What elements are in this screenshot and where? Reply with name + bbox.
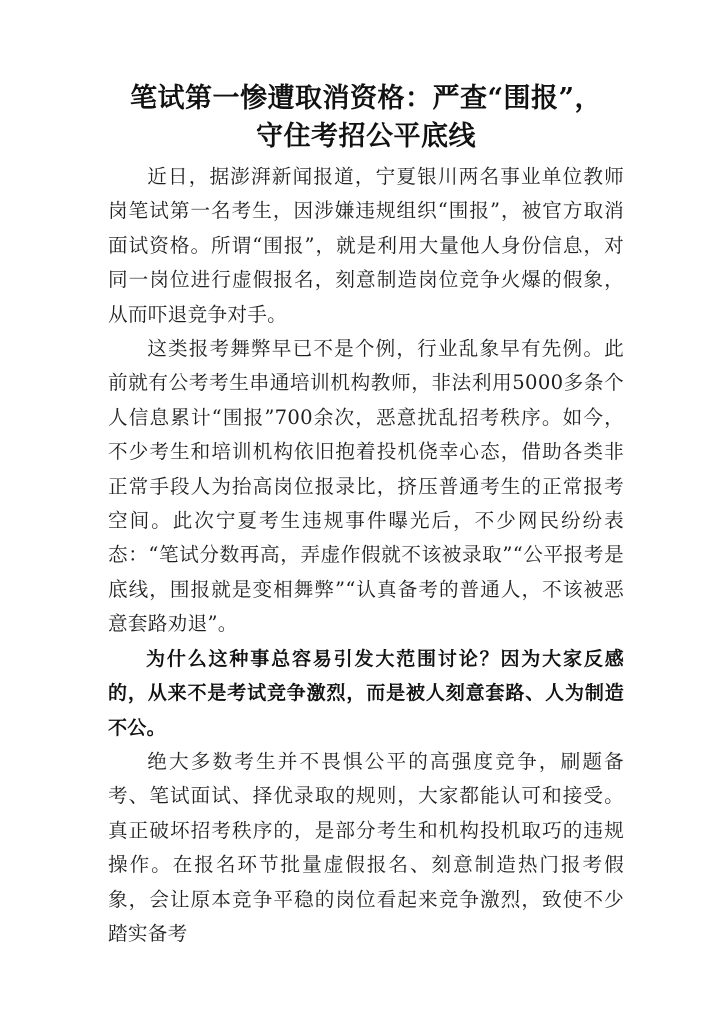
title-line-1: 笔试第一惨遭取消资格：严查“围报”， (129, 83, 603, 114)
title-line-2: 守住考招公平底线 (256, 121, 476, 152)
paragraph-2: 这类报考舞弊早已不是个例，行业乱象早有先例。此前就有公考考生串通培训机构教师，非法利用5000多条个人信息累计“围报”700余次，恶意扰乱招考秩序。如今，不少考生和培训机构依旧抱着投机侥幸心态，借助各类非正常手段人为抬高岗位报录比，挤压普通考生的正常报考空间。此次宁夏考生违规事件曝光后，不少网民纷纷表态：“笔试分数再高，弄虚作假就不该被录取”“公平报考是底线，围报就是变相舞弊”“认真备考的普通人，不该被恶意套路劝退”。 (108, 337, 624, 636)
article-body (108, 160, 624, 951)
paragraph-3-emphasis: 为什么这种事总容易引发大范围讨论？因为大家反感的，从来不是考试竞争激烈，而是被人刻意套路、人为制造不公。 (108, 647, 624, 739)
paragraph-1: 近日，据澎湃新闻报道，宁夏银川两名事业单位教师岗笔试第一名考生，因涉嫌违规组织“围报”，被官方取消面试资格。所谓“围报”，就是利用大量他人身份信息，对同一岗位进行虚假报名，刻意制造岗位竞争火爆的假象，从而吓退竞争对手。 (108, 165, 624, 326)
paragraph-4: 绝大多数考生并不畏惧公平的高强度竞争，刷题备考、笔试面试、择优录取的规则，大家都能认可和接受。真正破坏招考秩序的，是部分考生和机构投机取巧的违规操作。在报名环节批量虚假报名、刻意制造热门报考假象，会让原本竞争平稳的岗位看起来竞争激烈，致使不少踏实备考 (108, 749, 624, 945)
article-title (108, 80, 624, 156)
